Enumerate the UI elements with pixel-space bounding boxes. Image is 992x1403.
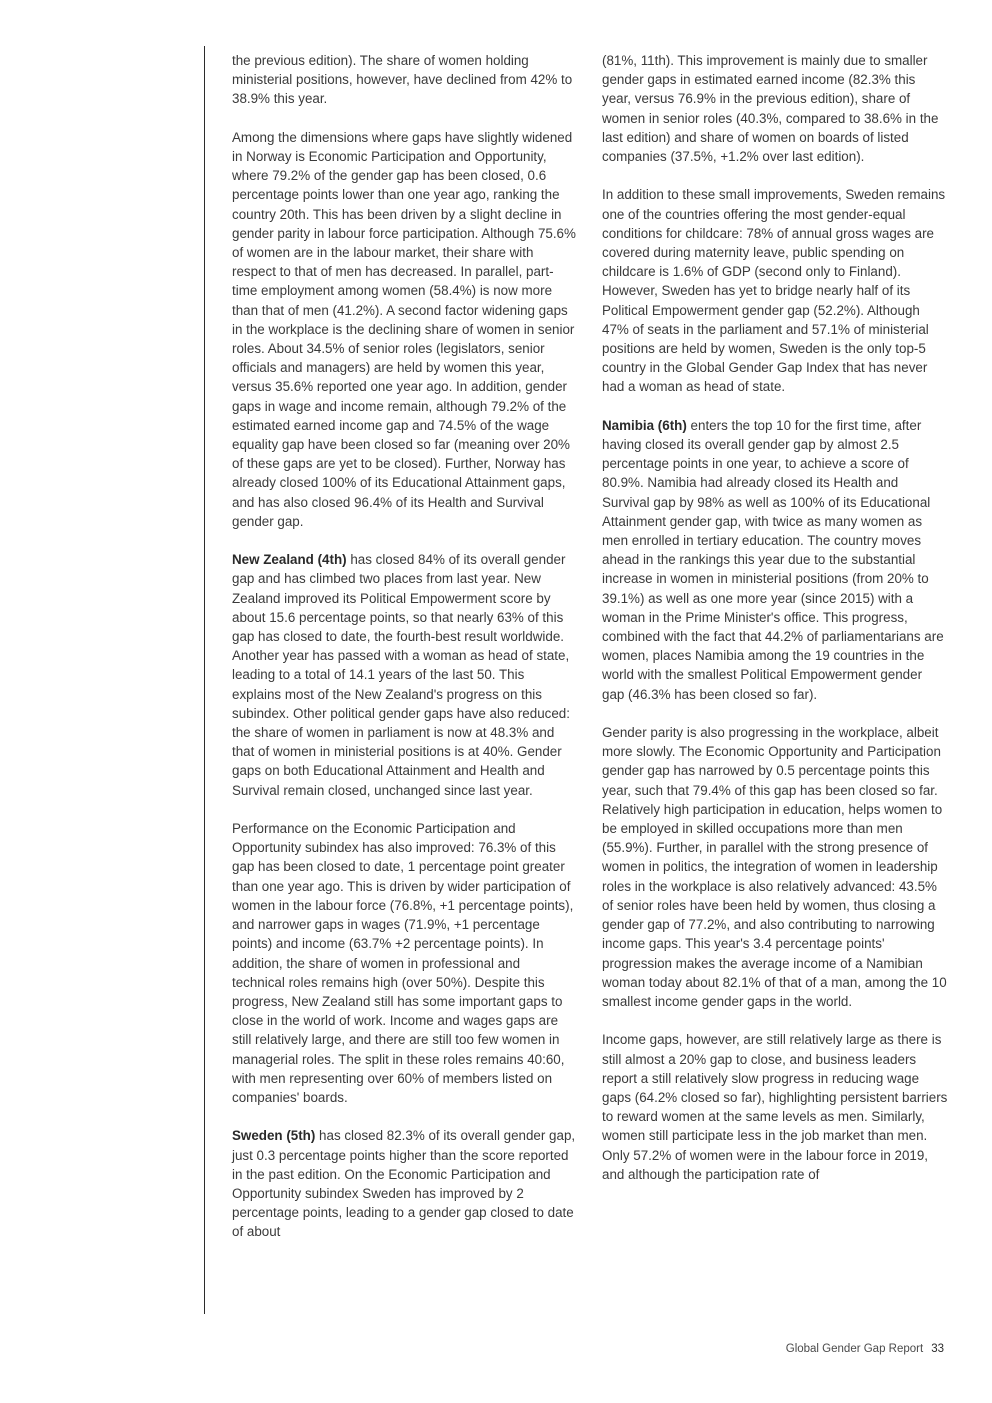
paragraph: Gender parity is also progressing in the workplace, albeit more slowly. The Economic Opportunity and Participation gender gap has narrowed by 0.5 percentage points this year, such that 79.4% of this gap has been closed so far. Relatively high participation in education, helps women to be employed in skilled occupations more than men (55.9%). Further, in parallel with the strong presence of women in politics, the integration of women in leadership roles in the workplace is also relatively advanced: 43.5% of senior roles have been held by women, thus closing a gender gap of 77.2%, and also contributing to narrowing income gaps. This year's 3.4 percentage points' progression makes the average income of a Namibian woman today about 82.1% of that of a man, among the 10 smallest income gender gaps in the world. <box>602 725 947 1009</box>
country-heading: Sweden (5th) <box>232 1128 316 1144</box>
paragraph <box>602 416 948 704</box>
paragraph-text: has closed 82.3% of its overall gender gap, just 0.3 percentage points higher than the score reported in the past edition. On the Economic Participation and Opportunity subindex Sweden has improved by 2 percentage points, leading to a gender gap closed to date of about <box>232 1128 576 1240</box>
column-divider-rule <box>204 46 205 1314</box>
report-title: Global Gender Gap Report <box>785 1343 924 1355</box>
paragraph <box>232 550 576 800</box>
paragraph-text: enters the top 10 for the first time, after having closed its overall gender gap by almost 2.5 percentage points in one year, to achieve a score of 80.9%. Namibia had already closed its Health and Survival gap by 98% as well as 100% of its Educational Attainment gender gap, with twice as many women as men enrolled in tertiary education. The country moves ahead in the rankings this year due to the substantial increase in women in ministerial positions (from 20% to 39.1%) as well as one more year (since 2015) with a woman in the Prime Minister's office. This progress, combined with the fact that 44.2% of parliamentarians are women, places Namibia among the 19 countries in the world with the smallest Political Empowerment gender gap (46.3% has been closed so far). <box>602 417 944 702</box>
paragraph <box>232 1126 576 1241</box>
left-column <box>232 51 576 1242</box>
page-footer <box>786 1343 944 1355</box>
paragraph: Among the dimensions where gaps have slightly widened in Norway is Economic Participation and Opportunity, where 79.2% of the gender gap has been closed, 0.6 percentage points lower than one year ago, ranking the country 20th. This has been driven by a slight decline in gender parity in labour force participation. Although 75.6% of women are in the labour market, their share with respect to that of men has decreased. In parallel, part-time employment among women (58.4%) is now more than that of men (41.2%). A second factor widening gaps in the workplace is the declining share of women in senior roles. About 34.5% of senior roles (legislators, senior officials and managers) are held by women this year, versus 35.6% reported one year ago. In addition, gender gaps in wage and income remain, although 79.2% of the estimated earned income gap and 74.5% of the wage equality gap have been closed so far (meaning over 20% of these gaps are yet to be closed). Further, Norway has already closed 100% of its Educational Attainment gaps, and has also closed 96.4% of its Health and Survival gender gap. <box>232 129 576 529</box>
right-column <box>602 51 948 1184</box>
paragraph: In addition to these small improvements, Sweden remains one of the countries offering the most gender-equal conditions for childcare: 78% of annual gross wages are covered during maternity leave, public spending on childcare is 1.6% of GDP (second only to Finland). However, Sweden has yet to bridge nearly half of its Political Empowerment gender gap (52.2%). Although 47% of seats in the parliament and 57.1% of ministerial positions are held by women, Sweden is the only top-5 country in the Global Gender Gap Index that has never had a woman as head of state. <box>602 187 946 395</box>
paragraph: the previous edition). The share of women holding ministerial positions, however, have declined from 42% to 38.9% this year. <box>232 53 573 107</box>
paragraph-text: has closed 84% of its overall gender gap and has climbed two places from last year. New Zealand improved its Political Empowerment score by about 15.6 percentage points, so that nearly 63% of this gap has closed to date, the fourth-best result worldwide. Another year has passed with a woman as head of state, leading to a total of 14.1 years of the last 50. This explains most of the New Zealand's progress on this subindex. Other political gender gaps have also reduced: the share of women in parliament is now at 48.3% and that of women in ministerial positions is at 40%. Gender gaps on both Educational Attainment and Health and Survival remain closed, unchanged since last year. <box>232 552 570 798</box>
paragraph: Performance on the Economic Participation and Opportunity subindex has also improved: 76.3% of this gap has been closed to date, 1 percentage point greater than one year ago. This is driven by wider participation of women in the labour force (76.8%, +1 percentage points), and narrower gaps in wages (71.9%, +1 percentage points) and income (63.7% +2 percentage points). In addition, the share of women in professional and technical roles remains high (over 50%). Despite this progress, New Zealand still has some important gaps to close in the world of work. Income and wages gaps are still relatively large, and there are still too few women in managerial roles. The split in these roles remains 40:60, with men representing over 60% of members listed on companies' boards. <box>232 821 574 1105</box>
country-heading: New Zealand (4th) <box>232 552 347 568</box>
country-heading: Namibia (6th) <box>602 417 687 433</box>
paragraph: (81%, 11th). This improvement is mainly due to smaller gender gaps in estimated earned income (82.3% this year, versus 76.9% in the previous edition), share of women in senior roles (40.3%, compared to 38.6% in the last edition) and share of women on boards of listed companies (37.5%, +1.2% over last edition). <box>602 53 939 165</box>
page-number: 33 <box>931 1343 944 1355</box>
paragraph: Income gaps, however, are still relatively large as there is still almost a 20% gap to close, and business leaders report a still relatively slow progress in reducing wage gaps (64.2% closed so far), highlighting persistent barriers to reward women at the same levels as men. Similarly, women still participate less in the job market than men. Only 57.2% of women were in the labour force in 2019, and although the participation rate of <box>602 1032 948 1182</box>
